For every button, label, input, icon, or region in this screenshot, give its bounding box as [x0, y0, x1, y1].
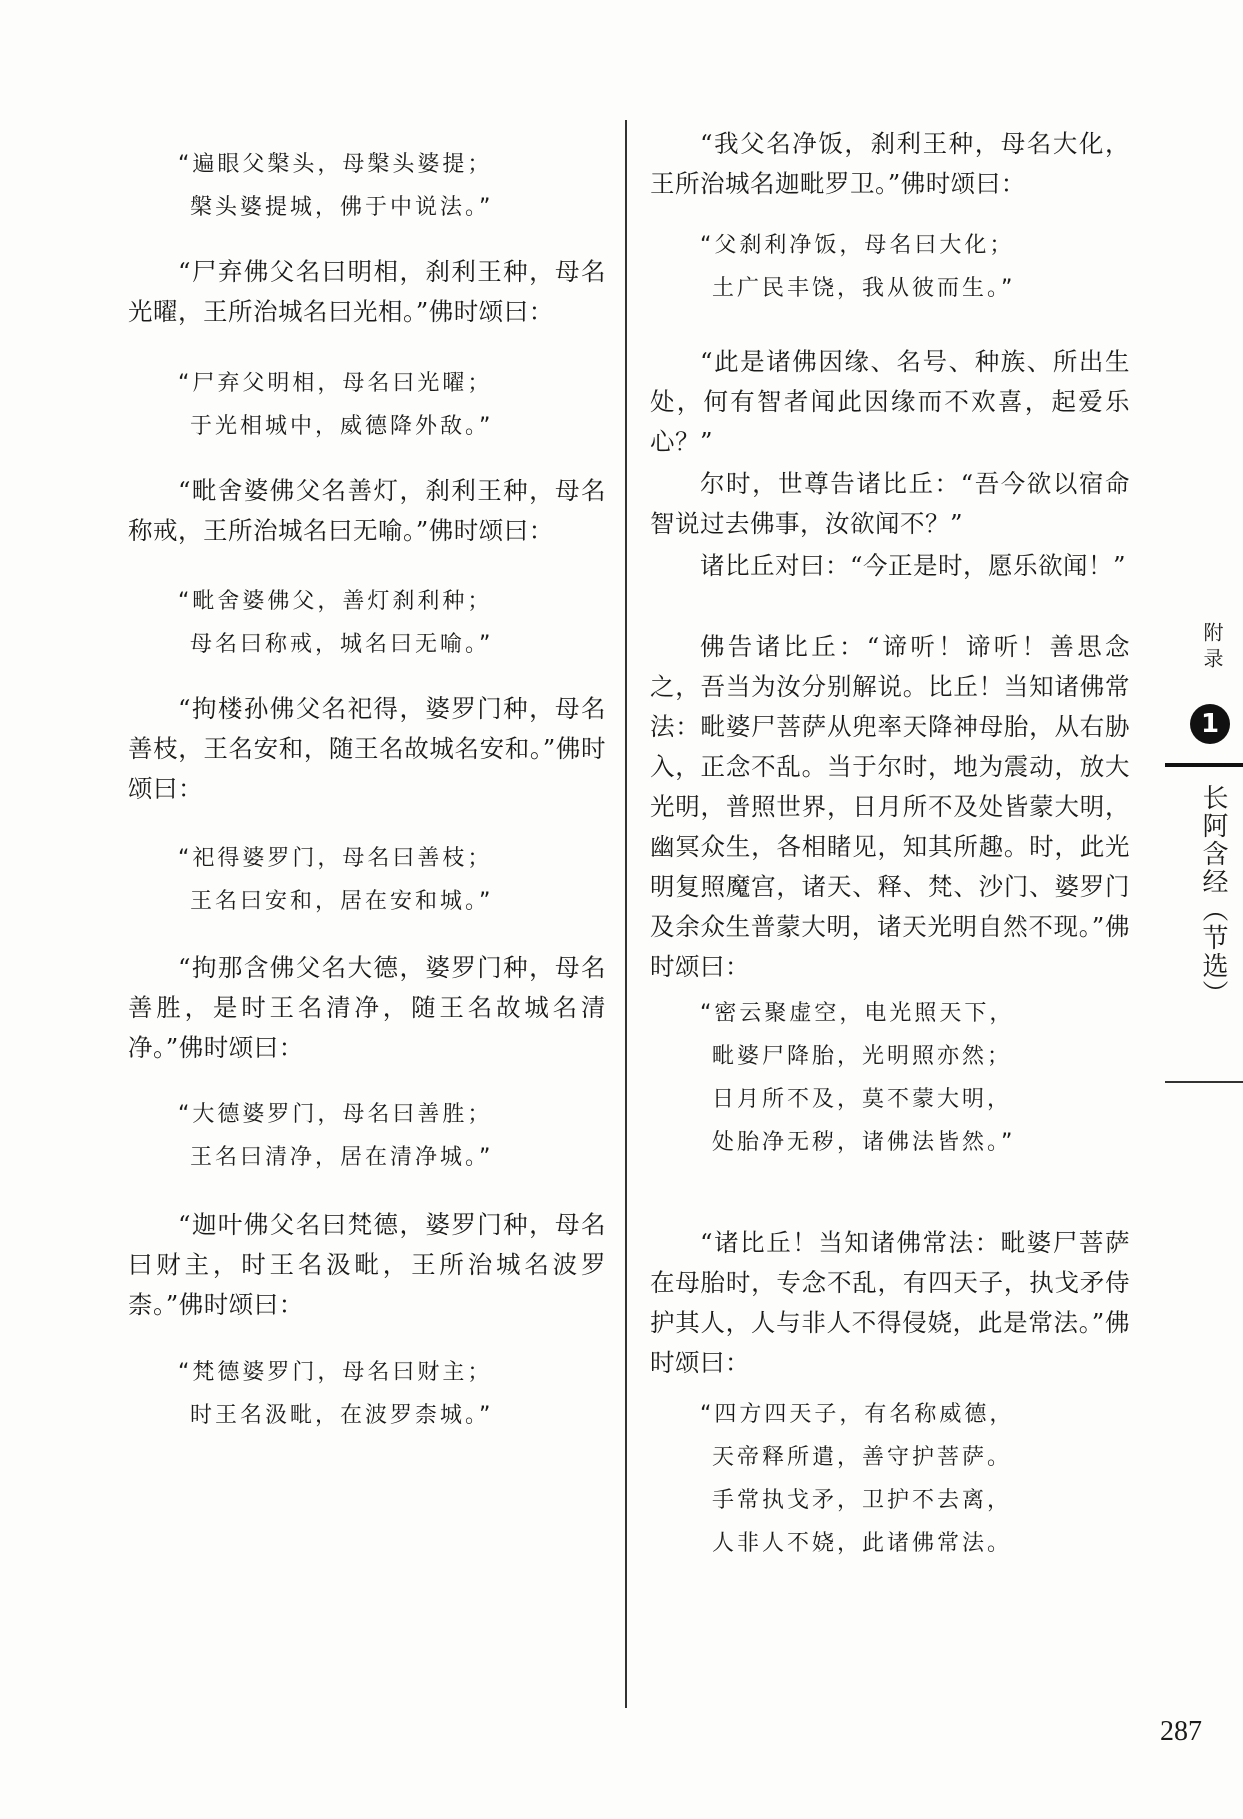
verse-line: 母名曰称戒，城名曰无喻。”: [190, 632, 494, 657]
verse-block: [700, 224, 1180, 310]
verse-line: 天帝释所遣，善守护菩萨。: [712, 1445, 1013, 1470]
verse-line: 土广民丰饶，我从彼而生。”: [712, 276, 1016, 301]
verse-line: “密云聚虚空，电光照天下，: [700, 1001, 1015, 1026]
chapter-number-badge: 1: [1190, 704, 1230, 744]
verse-block: [700, 1393, 1180, 1565]
verse-block: [178, 580, 656, 666]
verse-line: 槃头婆提城，佛于中说法。”: [190, 195, 494, 220]
verse-line: “毗舍婆佛父，善灯刹利种；: [178, 589, 493, 614]
side-tab-rule: [1165, 763, 1243, 767]
verse-block: [178, 143, 656, 229]
prose-paragraph: “我父名净饭，刹利王种，母名大化，王所治城名迦毗罗卫。”佛时颂曰：: [650, 129, 1130, 198]
verse-line: “四方四天子，有名称威德，: [700, 1402, 1015, 1427]
verse-line: “遍眼父槃头，母槃头婆提；: [178, 152, 493, 177]
verse-block: [178, 362, 656, 448]
prose-paragraph: “拘楼孙佛父名祀得，婆罗门种，母名善枝，王名安和，随王名故城名安和。”佛时颂曰：: [128, 694, 606, 803]
side-tab-section: 附录: [1200, 622, 1224, 674]
prose-paragraph: “毗舍婆佛父名善灯，刹利王种，母名称戒，王所治城名曰无喻。”佛时颂曰：: [128, 476, 606, 545]
prose-paragraph: 尔时，世尊告诸比丘：“吾今欲以宿命智说过去佛事，汝欲闻不？”: [650, 469, 1130, 538]
page-number: 287: [1160, 1716, 1202, 1747]
verse-line: 手常执戈矛，卫护不去离，: [712, 1488, 1013, 1513]
verse-line: 处胎净无秽，诸佛法皆然。”: [712, 1130, 1016, 1155]
verse-line: 王名曰清净，居在清净城。”: [190, 1145, 494, 1170]
verse-block: [178, 1351, 656, 1437]
verse-line: “尸弃父明相，母名曰光曜；: [178, 371, 493, 396]
verse-line: “梵德婆罗门，母名曰财主；: [178, 1360, 493, 1385]
verse-line: 于光相城中，威德降外敌。”: [190, 414, 494, 439]
prose-paragraph: 佛告诸比丘：“谛听！谛听！善思念之，吾当为汝分别解说。比丘！当知诸佛常法：毗婆尸菩萨从兜率天降神母胎，从右胁入，正念不乱。当于尔时，地为震动，放大光明，普照世界，日月所不及处皆蒙大明，幽冥众生，各相睹见，知其所趣。时，此光明复照魔宫，诸天、释、梵、沙门、婆罗门及余众生普蒙大明，诸天光明自然不现。”佛时颂曰：: [650, 632, 1130, 981]
side-tab-book-title: 长阿含经（节选）: [1198, 784, 1228, 1008]
prose-paragraph: “拘那含佛父名大德，婆罗门种，母名善胜，是时王名清净，随王名故城名清净。”佛时颂曰：: [128, 953, 606, 1062]
verse-line: “父刹利净饭，母名曰大化；: [700, 233, 1015, 258]
verse-line: 王名曰安和，居在安和城。”: [190, 889, 494, 914]
prose-paragraph: 诸比丘对曰：“今正是时，愿乐欲闻！”: [700, 551, 1127, 580]
prose-paragraph: “诸比丘！当知诸佛常法：毗婆尸菩萨在母胎时，专念不乱，有四天子，执戈矛侍护其人，人与非人不得侵娆，此是常法。”佛时颂曰：: [650, 1228, 1130, 1377]
verse-line: “祀得婆罗门，母名曰善枝；: [178, 846, 493, 871]
side-tab-bottom-rule: [1165, 1081, 1243, 1083]
verse-line: 日月所不及，莫不蒙大明，: [712, 1087, 1013, 1112]
verse-block: [178, 837, 656, 923]
prose-paragraph: “尸弃佛父名曰明相，刹利王种，母名光曜，王所治城名曰光相。”佛时颂曰：: [128, 257, 606, 326]
column-divider: [625, 120, 627, 1708]
verse-line: “大德婆罗门，母名曰善胜；: [178, 1102, 493, 1127]
verse-line: 人非人不娆，此诸佛常法。: [712, 1531, 1013, 1556]
verse-line: 时王名汲毗，在波罗柰城。”: [190, 1403, 494, 1428]
verse-line: 毗婆尸降胎，光明照亦然；: [712, 1044, 1013, 1069]
prose-paragraph: “迦叶佛父名曰梵德，婆罗门种，母名曰财主，时王名汲毗，王所治城名波罗柰。”佛时颂曰：: [128, 1210, 606, 1319]
verse-block: [178, 1093, 656, 1179]
prose-paragraph: “此是诸佛因缘、名号、种族、所出生处，何有智者闻此因缘而不欢喜，起爱乐心？”: [650, 347, 1130, 456]
verse-block: [700, 992, 1180, 1164]
